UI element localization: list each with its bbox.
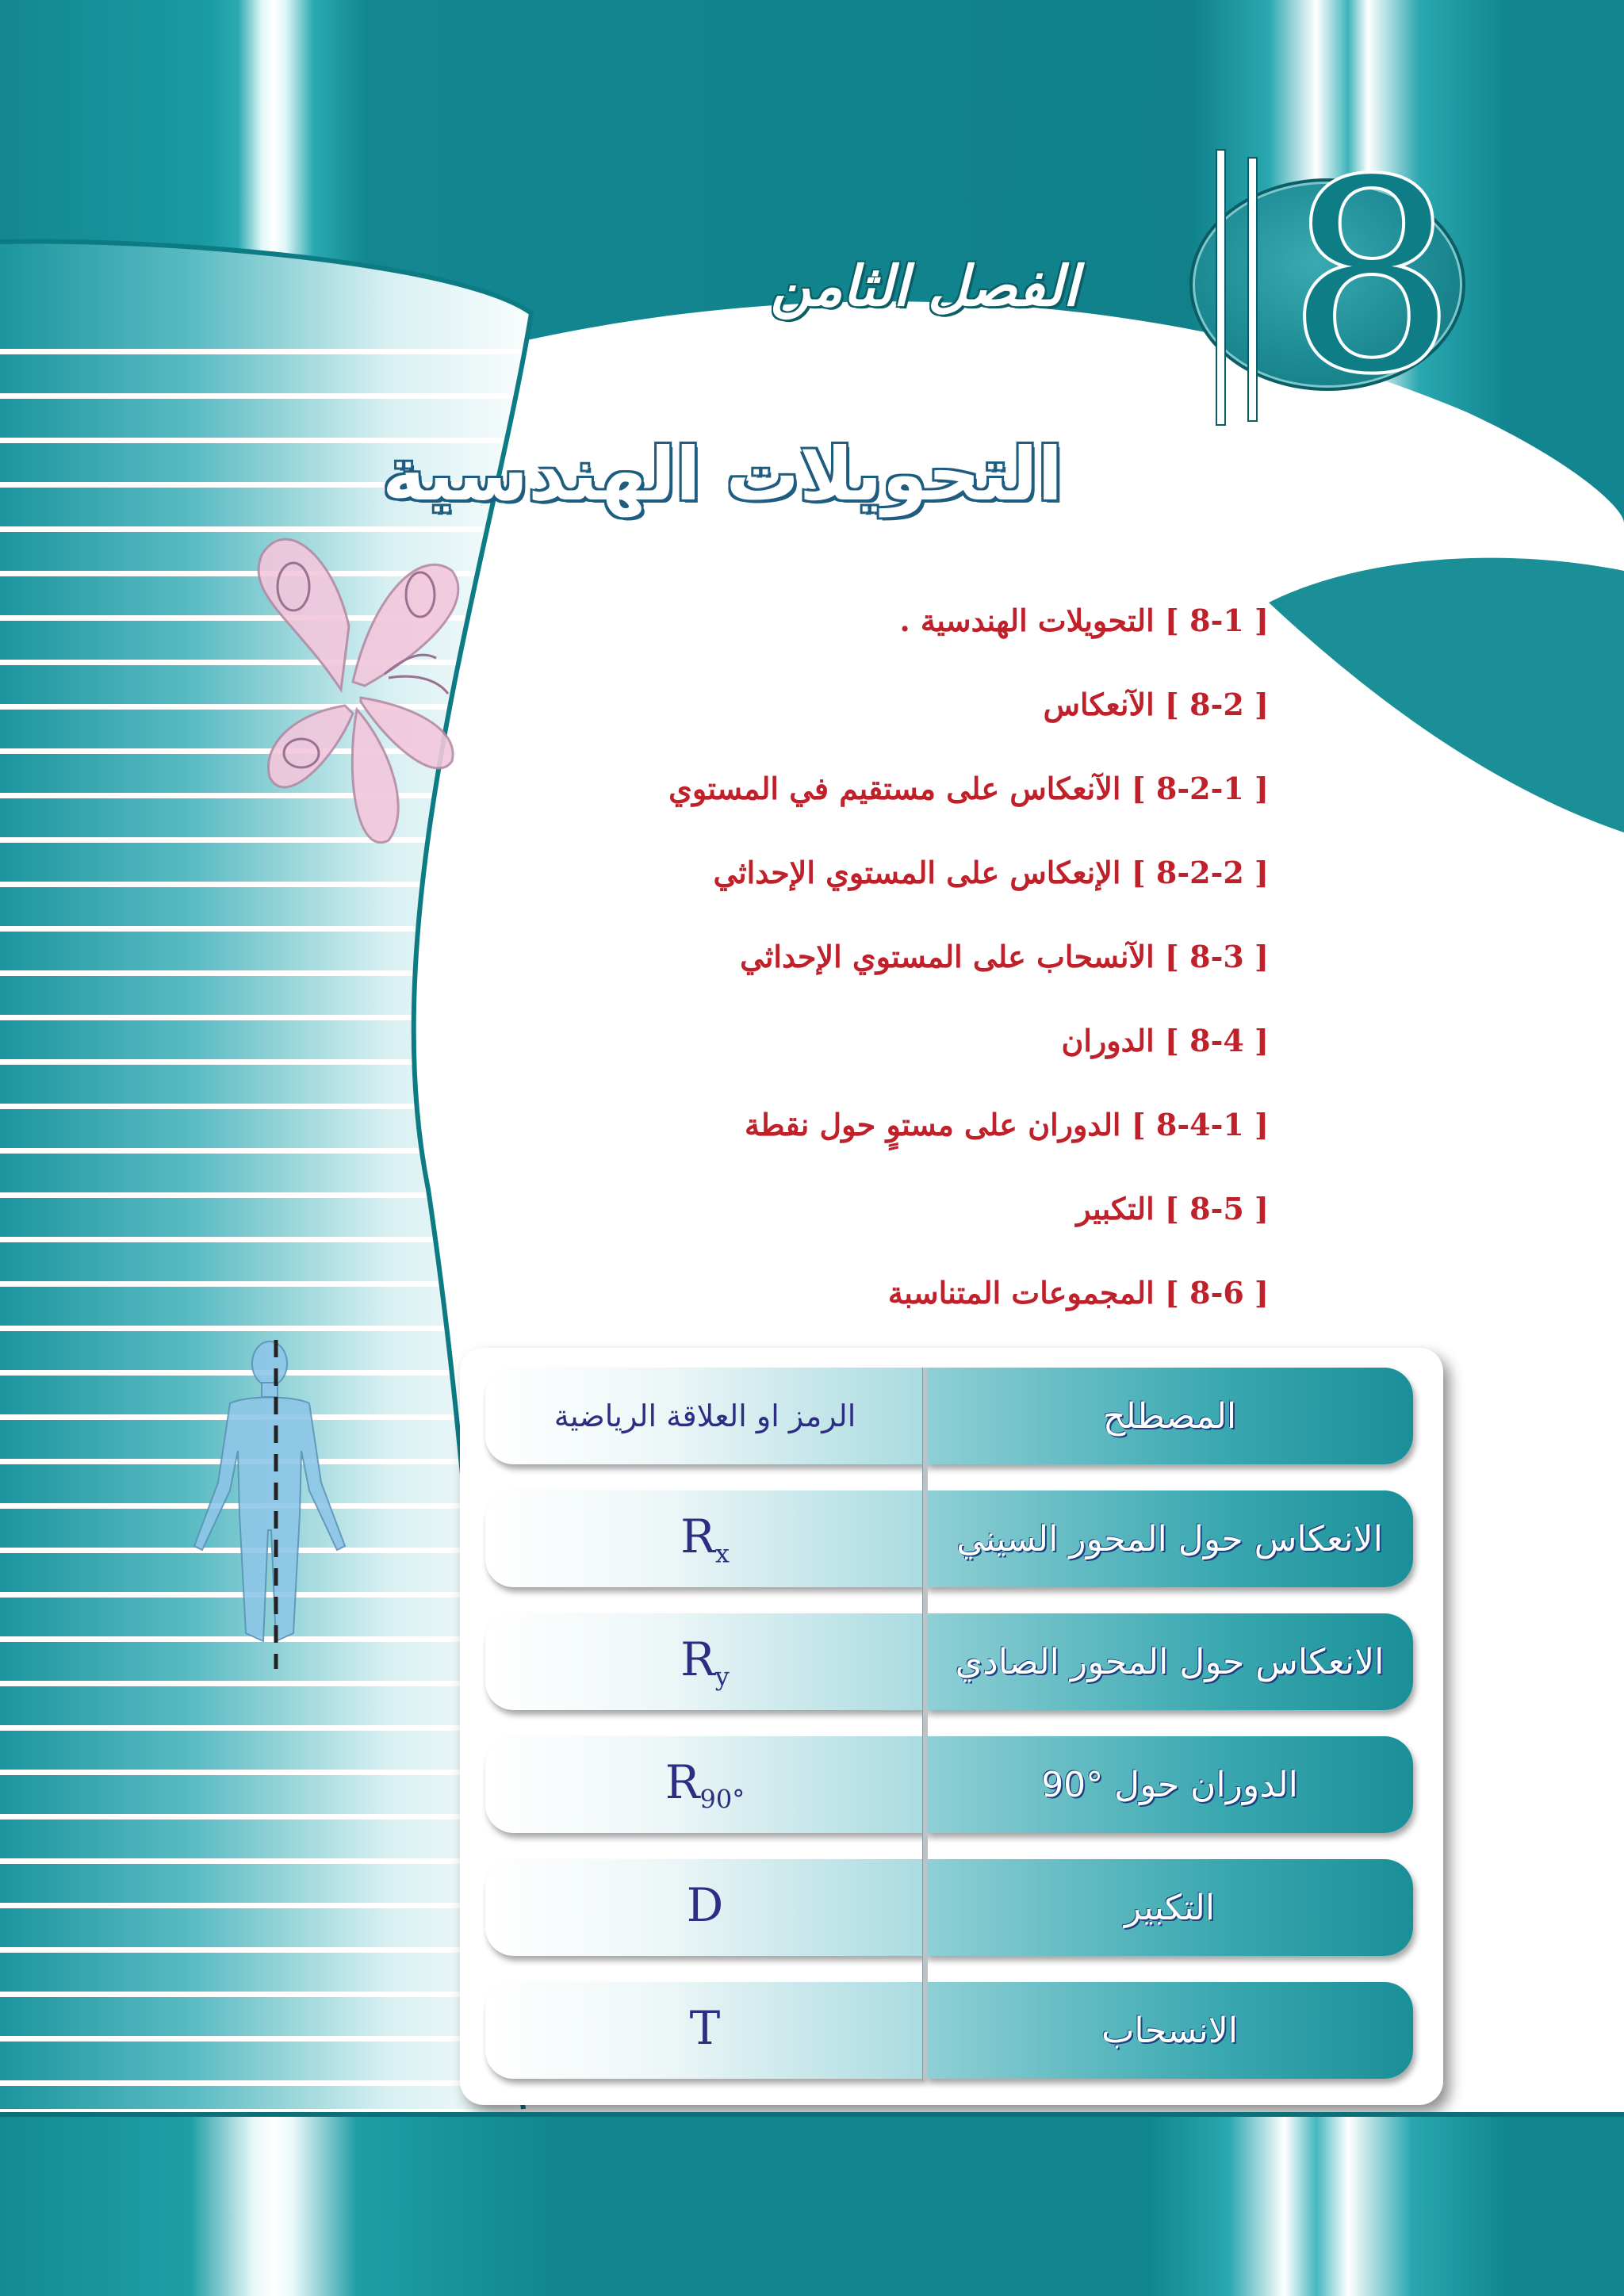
toc-item[interactable]: [ 8-3 ] الآنسحاب على المستوي الإحداثي	[740, 939, 1269, 974]
panel-stripe	[0, 349, 555, 354]
toc-item[interactable]: [ 8-5 ] التكبير	[1076, 1191, 1269, 1226]
butterfly-icon	[198, 507, 500, 856]
table-of-contents	[555, 599, 1269, 1396]
panel-stripe	[0, 393, 555, 399]
column-divider	[922, 1368, 928, 2081]
table-row	[485, 1859, 1413, 1956]
symbol-cell: $R_{90^\circ}$	[485, 1736, 925, 1833]
header-term: المصطلح	[926, 1368, 1413, 1464]
toc-item[interactable]: [ 8-2-1 ] الآنعكاس على مستقيم في المستوي	[668, 771, 1269, 806]
table-header-row	[485, 1368, 1413, 1464]
badge-bar-right	[1249, 159, 1256, 420]
table-row	[485, 1490, 1413, 1587]
symbol-cell: T	[485, 1982, 925, 2079]
table-row	[485, 1736, 1413, 1833]
chapter-number: 8	[1289, 125, 1455, 430]
badge-bar-left	[1217, 151, 1224, 424]
background-bottom	[0, 2117, 1624, 2296]
toc-item[interactable]: [ 8-2 ] الآنعكاس	[1043, 687, 1269, 722]
term-cell: الانعكاس حول المحور الصادي	[926, 1613, 1413, 1710]
term-cell: الانعكاس حول المحور السيني	[926, 1490, 1413, 1587]
term-cell: التكبير	[926, 1859, 1413, 1956]
toc-item[interactable]: [ 8-4 ] الدوران	[1061, 1023, 1269, 1058]
table-row	[485, 1982, 1413, 2079]
term-cell: الانسحاب	[926, 1982, 1413, 2079]
chapter-title: التحويلات الهندسية	[382, 432, 1063, 517]
header-symbol: الرمز او العلاقة الرياضية	[485, 1368, 925, 1464]
toc-item[interactable]: [ 8-2-2 ] الإنعكاس على المستوي الإحداثي	[713, 855, 1269, 890]
chapter-label: الفصل الثامن	[770, 254, 1078, 319]
symbol-cell: D	[485, 1859, 925, 1956]
human-figure-icon	[174, 1332, 365, 1673]
toc-item[interactable]: [ 8-6 ] المجموعات المتناسبة	[887, 1275, 1269, 1311]
table-row	[485, 1613, 1413, 1710]
toc-item[interactable]: [ 8-1 ] التحويلات الهندسية .	[899, 603, 1269, 638]
symbol-cell: $R_y$	[485, 1613, 925, 1710]
symbol-cell: $R_x$	[485, 1490, 925, 1587]
toc-item[interactable]: [ 8-4-1 ] الدوران على مستوٍ حول نقطة	[744, 1107, 1269, 1142]
term-cell: الدوران حول °90	[926, 1736, 1413, 1833]
